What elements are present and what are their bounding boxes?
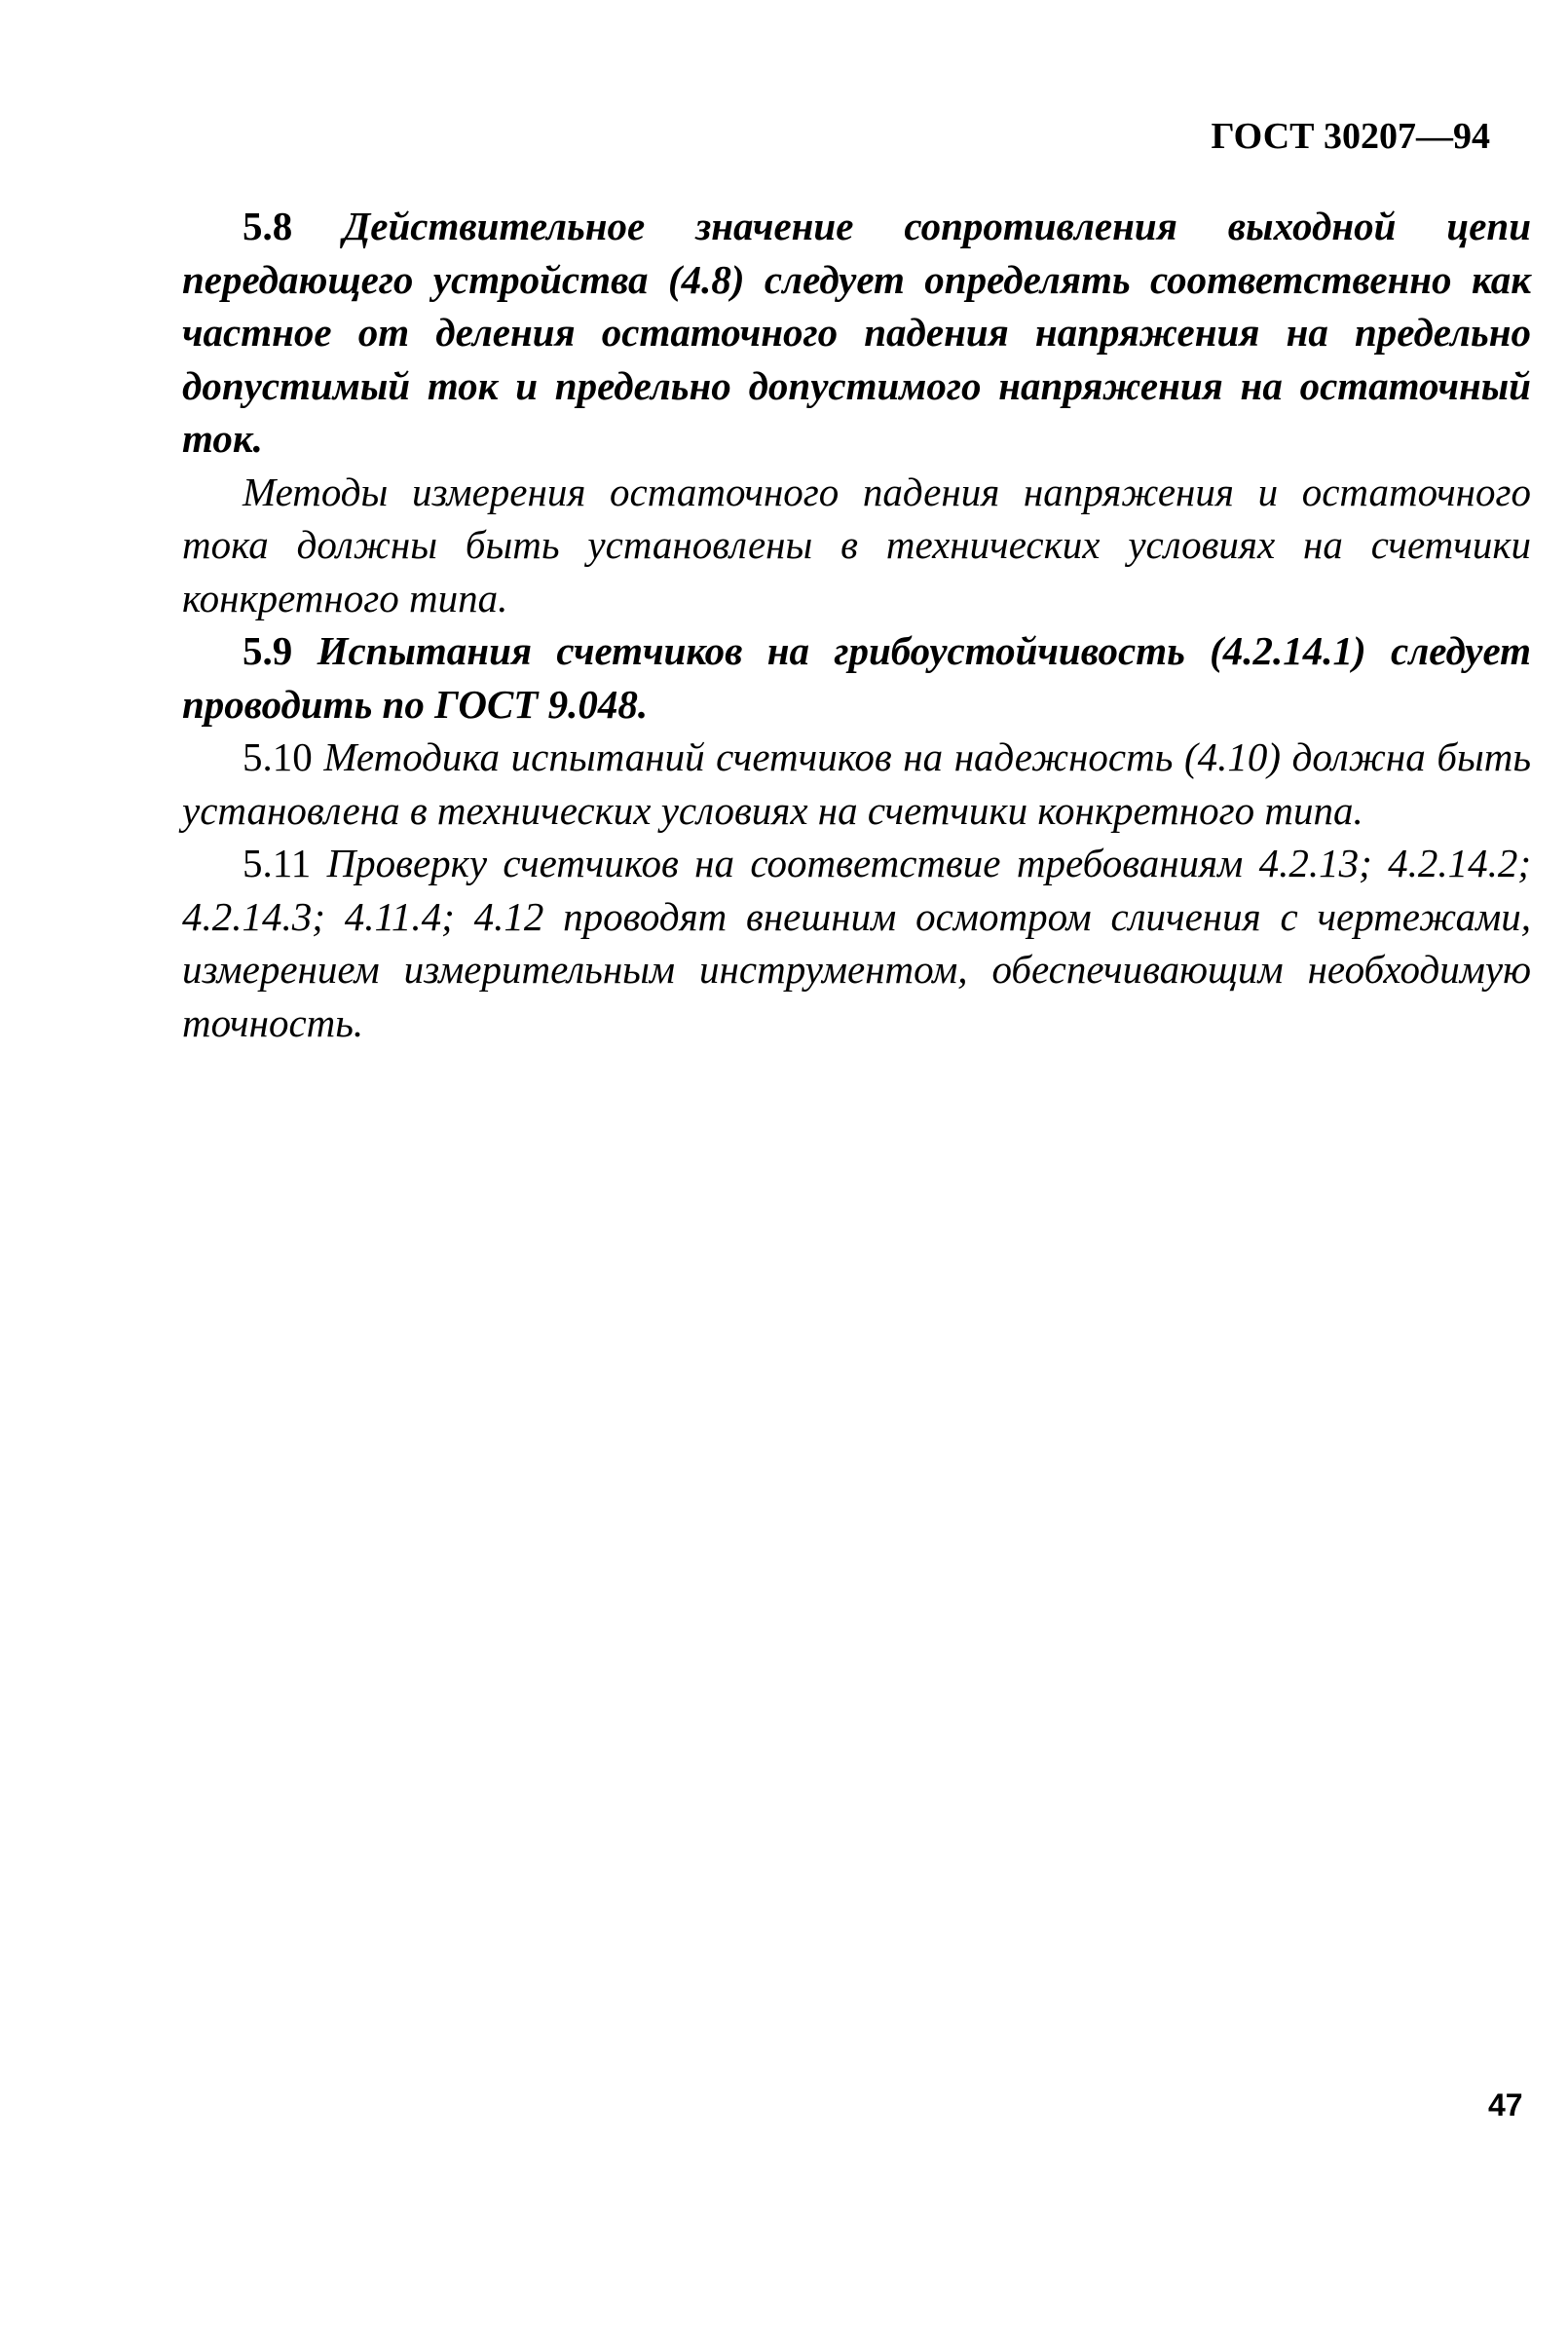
paragraph-5-8	[182, 200, 1531, 466]
paragraph-text: Проверку счетчиков на соответствие требованиям 4.2.13; 4.2.14.2; 4.2.14.3; 4.11.4; 4.12 проводят внешним осмотром сличения с чертежами, измерением измерительным инструментом, обеспечивающим необходимую точность.	[182, 841, 1531, 1045]
paragraph-text: Методика испытаний счетчиков на надежность (4.10) должна быть установлена в технических условиях на счетчики конкретного типа.	[182, 734, 1532, 833]
paragraph-5-11	[182, 837, 1531, 1049]
paragraph-text: Действительное значение сопротивления выходной цепи передающего устройства (4.8) следует определять соответственно как частное от деления остаточного падения напряжения на предельно допустимый ток и предельно допустимого напряжения на остаточный ток.	[182, 204, 1532, 461]
paragraph-number: 5.10	[243, 734, 313, 779]
paragraph-text: Испытания счетчиков на грибоустойчивость (4.2.14.1) следует проводить по ГОСТ 9.048.	[182, 628, 1531, 727]
paragraph-number: 5.8	[243, 204, 293, 248]
paragraph-5-8-methods	[182, 466, 1531, 625]
paragraph-number: 5.9	[243, 628, 293, 673]
paragraph-text: Методы измерения остаточного падения напряжения и остаточного тока должны быть установлены в технических условиях на счетчики конкретного типа.	[182, 469, 1531, 620]
running-header-standard-id: ГОСТ 30207—94	[1211, 116, 1490, 157]
paragraph-number: 5.11	[243, 841, 312, 885]
paragraph-5-9	[182, 624, 1531, 731]
page-number: 47	[1488, 2087, 1523, 2122]
paragraph-5-10	[182, 731, 1531, 837]
document-body	[182, 200, 1531, 1049]
